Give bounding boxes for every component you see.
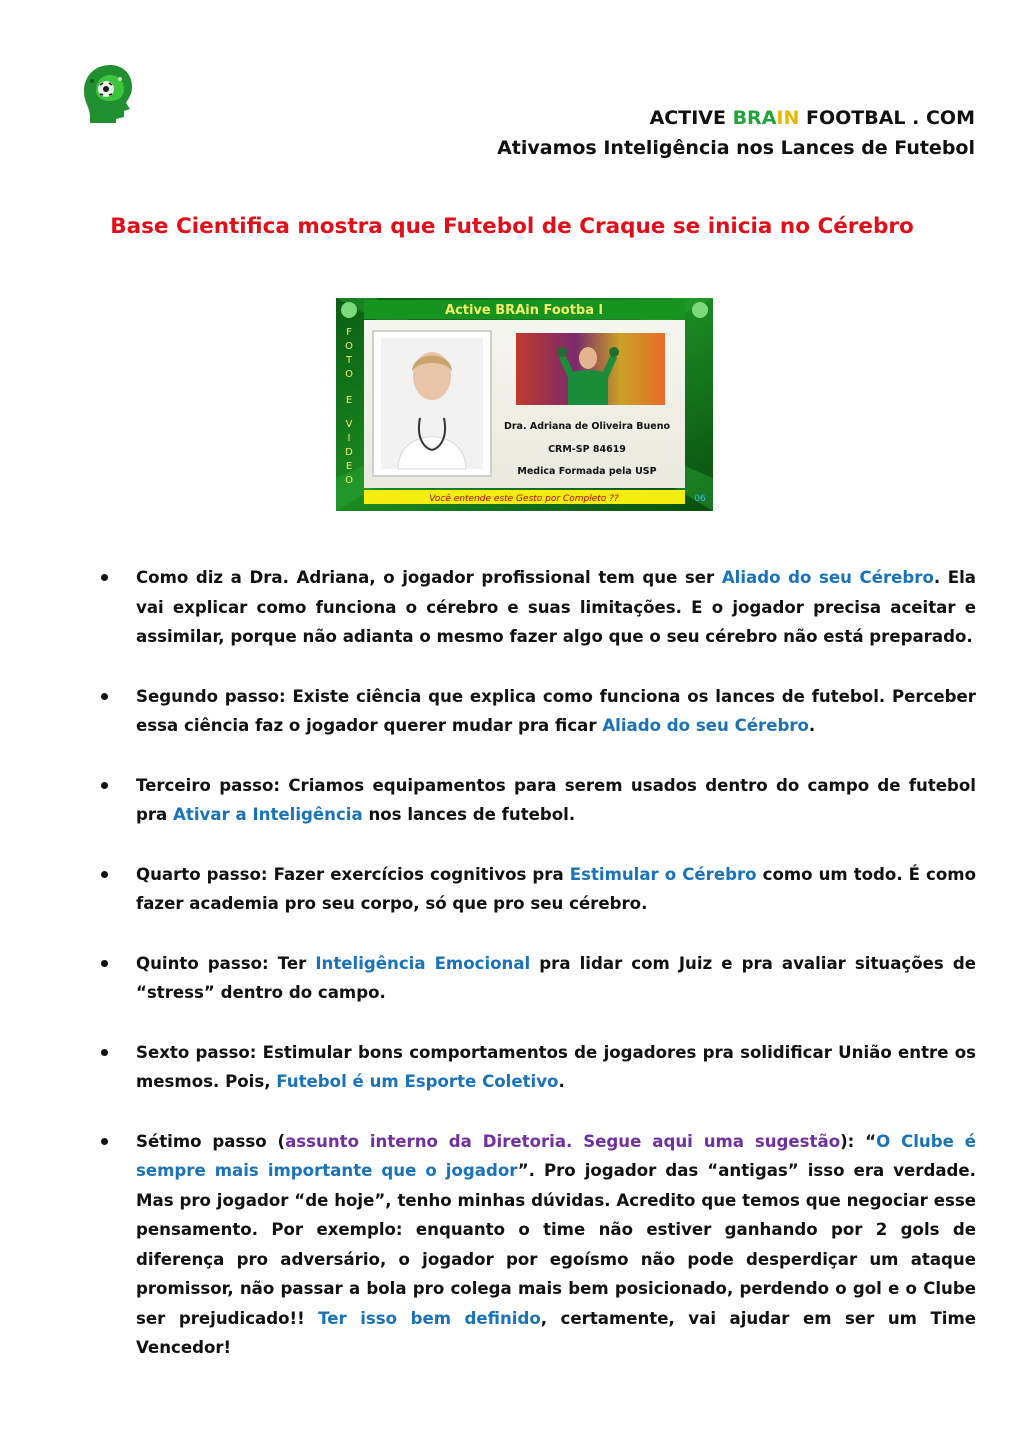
bullet-dot xyxy=(101,1049,108,1056)
card-footer: Você entende este Gesto por Completo ?? xyxy=(429,494,619,504)
bullet-text: Segundo passo: Existe ciência que explica como funciona os lances de futebol. Perceber essa ciência faz o jogador querer mudar pra ficar xyxy=(136,686,976,735)
bullet-dot xyxy=(101,782,108,789)
side-letter: T xyxy=(345,355,353,366)
doctor-crm: CRM-SP 84619 xyxy=(548,444,626,455)
highlighted-text: Aliado do seu Cérebro xyxy=(721,568,934,587)
brain-logo xyxy=(76,61,137,123)
side-letter: O xyxy=(345,475,353,486)
bullet-item xyxy=(98,860,976,919)
side-letter: O xyxy=(345,341,353,352)
highlighted-text: assunto interno da Diretoria. Segue aqui uma sugestão xyxy=(285,1131,841,1151)
highlighted-text: Ter isso bem definido xyxy=(318,1308,541,1328)
bullet-item xyxy=(98,563,976,652)
bullet-item xyxy=(98,682,976,741)
side-letter: D xyxy=(345,447,353,458)
bullet-text: pra lidar com Juiz e pra avaliar situações de “stress” dentro do campo. xyxy=(136,953,976,1002)
bullet-text: ”. Pro jogador das “antigas” isso era verdade. Mas pro jogador “de hoje”, tenho minhas dúvidas. Acredito que temos que negociar esse pensamento. Por exemplo: enquanto o time não estiver ganhando por 2 gols de diferença pro adversário, o jogador por egoísmo não pode desperdiçar um ataque promissor, não passar a bola pro colega mais bem posicionado, perdendo o gol e o Clube ser prejudicado!! xyxy=(136,1161,976,1328)
side-letter: I xyxy=(347,433,351,444)
bullet-text: . Ela vai explicar como funciona o cérebro e suas limitações. E o jogador precisa aceitar e assimilar, porque não adianta o mesmo fazer algo que o seu cérebro não está preparado. xyxy=(136,568,976,646)
bullet-item xyxy=(98,1127,976,1363)
bullet-text: nos lances de futebol. xyxy=(362,805,576,824)
bullet-dot xyxy=(101,960,108,967)
bullet-text: Como diz a Dra. Adriana, o jogador profissional tem que ser xyxy=(136,568,722,587)
bullet-item xyxy=(98,949,976,1008)
bullet-list xyxy=(98,563,976,1393)
brand-tagline: Ativamos Inteligência nos Lances de Futebol xyxy=(497,137,975,159)
side-letter: O xyxy=(345,369,353,380)
bullet-text: Quinto passo: Ter xyxy=(136,953,316,973)
bullet-text: como um todo. É como fazer academia pro seu corpo, só que pro seu cérebro. xyxy=(136,864,976,913)
bullet-dot xyxy=(101,1138,108,1145)
bullet-text: Quarto passo: Fazer exercícios cognitivos pra xyxy=(136,864,570,884)
bullet-text: , certamente, vai ajudar em ser um Time Vencedor! xyxy=(136,1308,977,1357)
bullet-text: Terceiro passo: Criamos equipamentos para serem usados dentro do campo de futebol pra xyxy=(136,775,976,824)
bullet-dot xyxy=(101,693,108,700)
card-banner: Active BRAin Footba l xyxy=(445,303,603,318)
side-letter: V xyxy=(345,419,353,430)
doctor-name: Dra. Adriana de Oliveira Bueno xyxy=(503,421,671,432)
highlighted-text: Futebol é um Esporte Coletivo xyxy=(276,1072,559,1091)
bullet-text: . xyxy=(808,716,816,735)
page-title: Base Cientifica mostra que Futebol de Craque se inicia no Cérebro xyxy=(110,214,914,239)
highlighted-text: Estimular o Cérebro xyxy=(569,864,757,884)
highlighted-text: Ativar a Inteligência xyxy=(173,805,363,824)
bullet-text: Sexto passo: Estimular bons comportamentos de jogadores pra solidificar União entre os mesmos. Pois, xyxy=(136,1042,976,1091)
card-page-number: 06 xyxy=(694,494,706,504)
bullet-text: Sétimo passo ( xyxy=(136,1131,286,1151)
brand-header xyxy=(497,103,975,163)
side-letter: F xyxy=(346,327,352,338)
bullet-item xyxy=(98,771,976,830)
side-letter: E xyxy=(345,461,353,472)
bullet-text: . xyxy=(558,1072,565,1091)
highlighted-text: Aliado do seu Cérebro xyxy=(602,716,809,735)
highlighted-text: Inteligência Emocional xyxy=(315,953,531,973)
brand-line: ACTIVE BRAIN FOOTBAL . COM xyxy=(649,107,975,129)
highlighted-text: O Clube é sempre mais importante que o jogador xyxy=(136,1131,977,1180)
doctor-card-image xyxy=(336,298,713,511)
bullet-dot xyxy=(101,871,108,878)
bullet-dot xyxy=(101,574,108,581)
bullet-item xyxy=(98,1038,976,1097)
doctor-degree: Medica Formada pela USP xyxy=(517,466,657,477)
side-letter: E xyxy=(345,395,353,406)
bullet-text: ): “ xyxy=(840,1131,877,1151)
